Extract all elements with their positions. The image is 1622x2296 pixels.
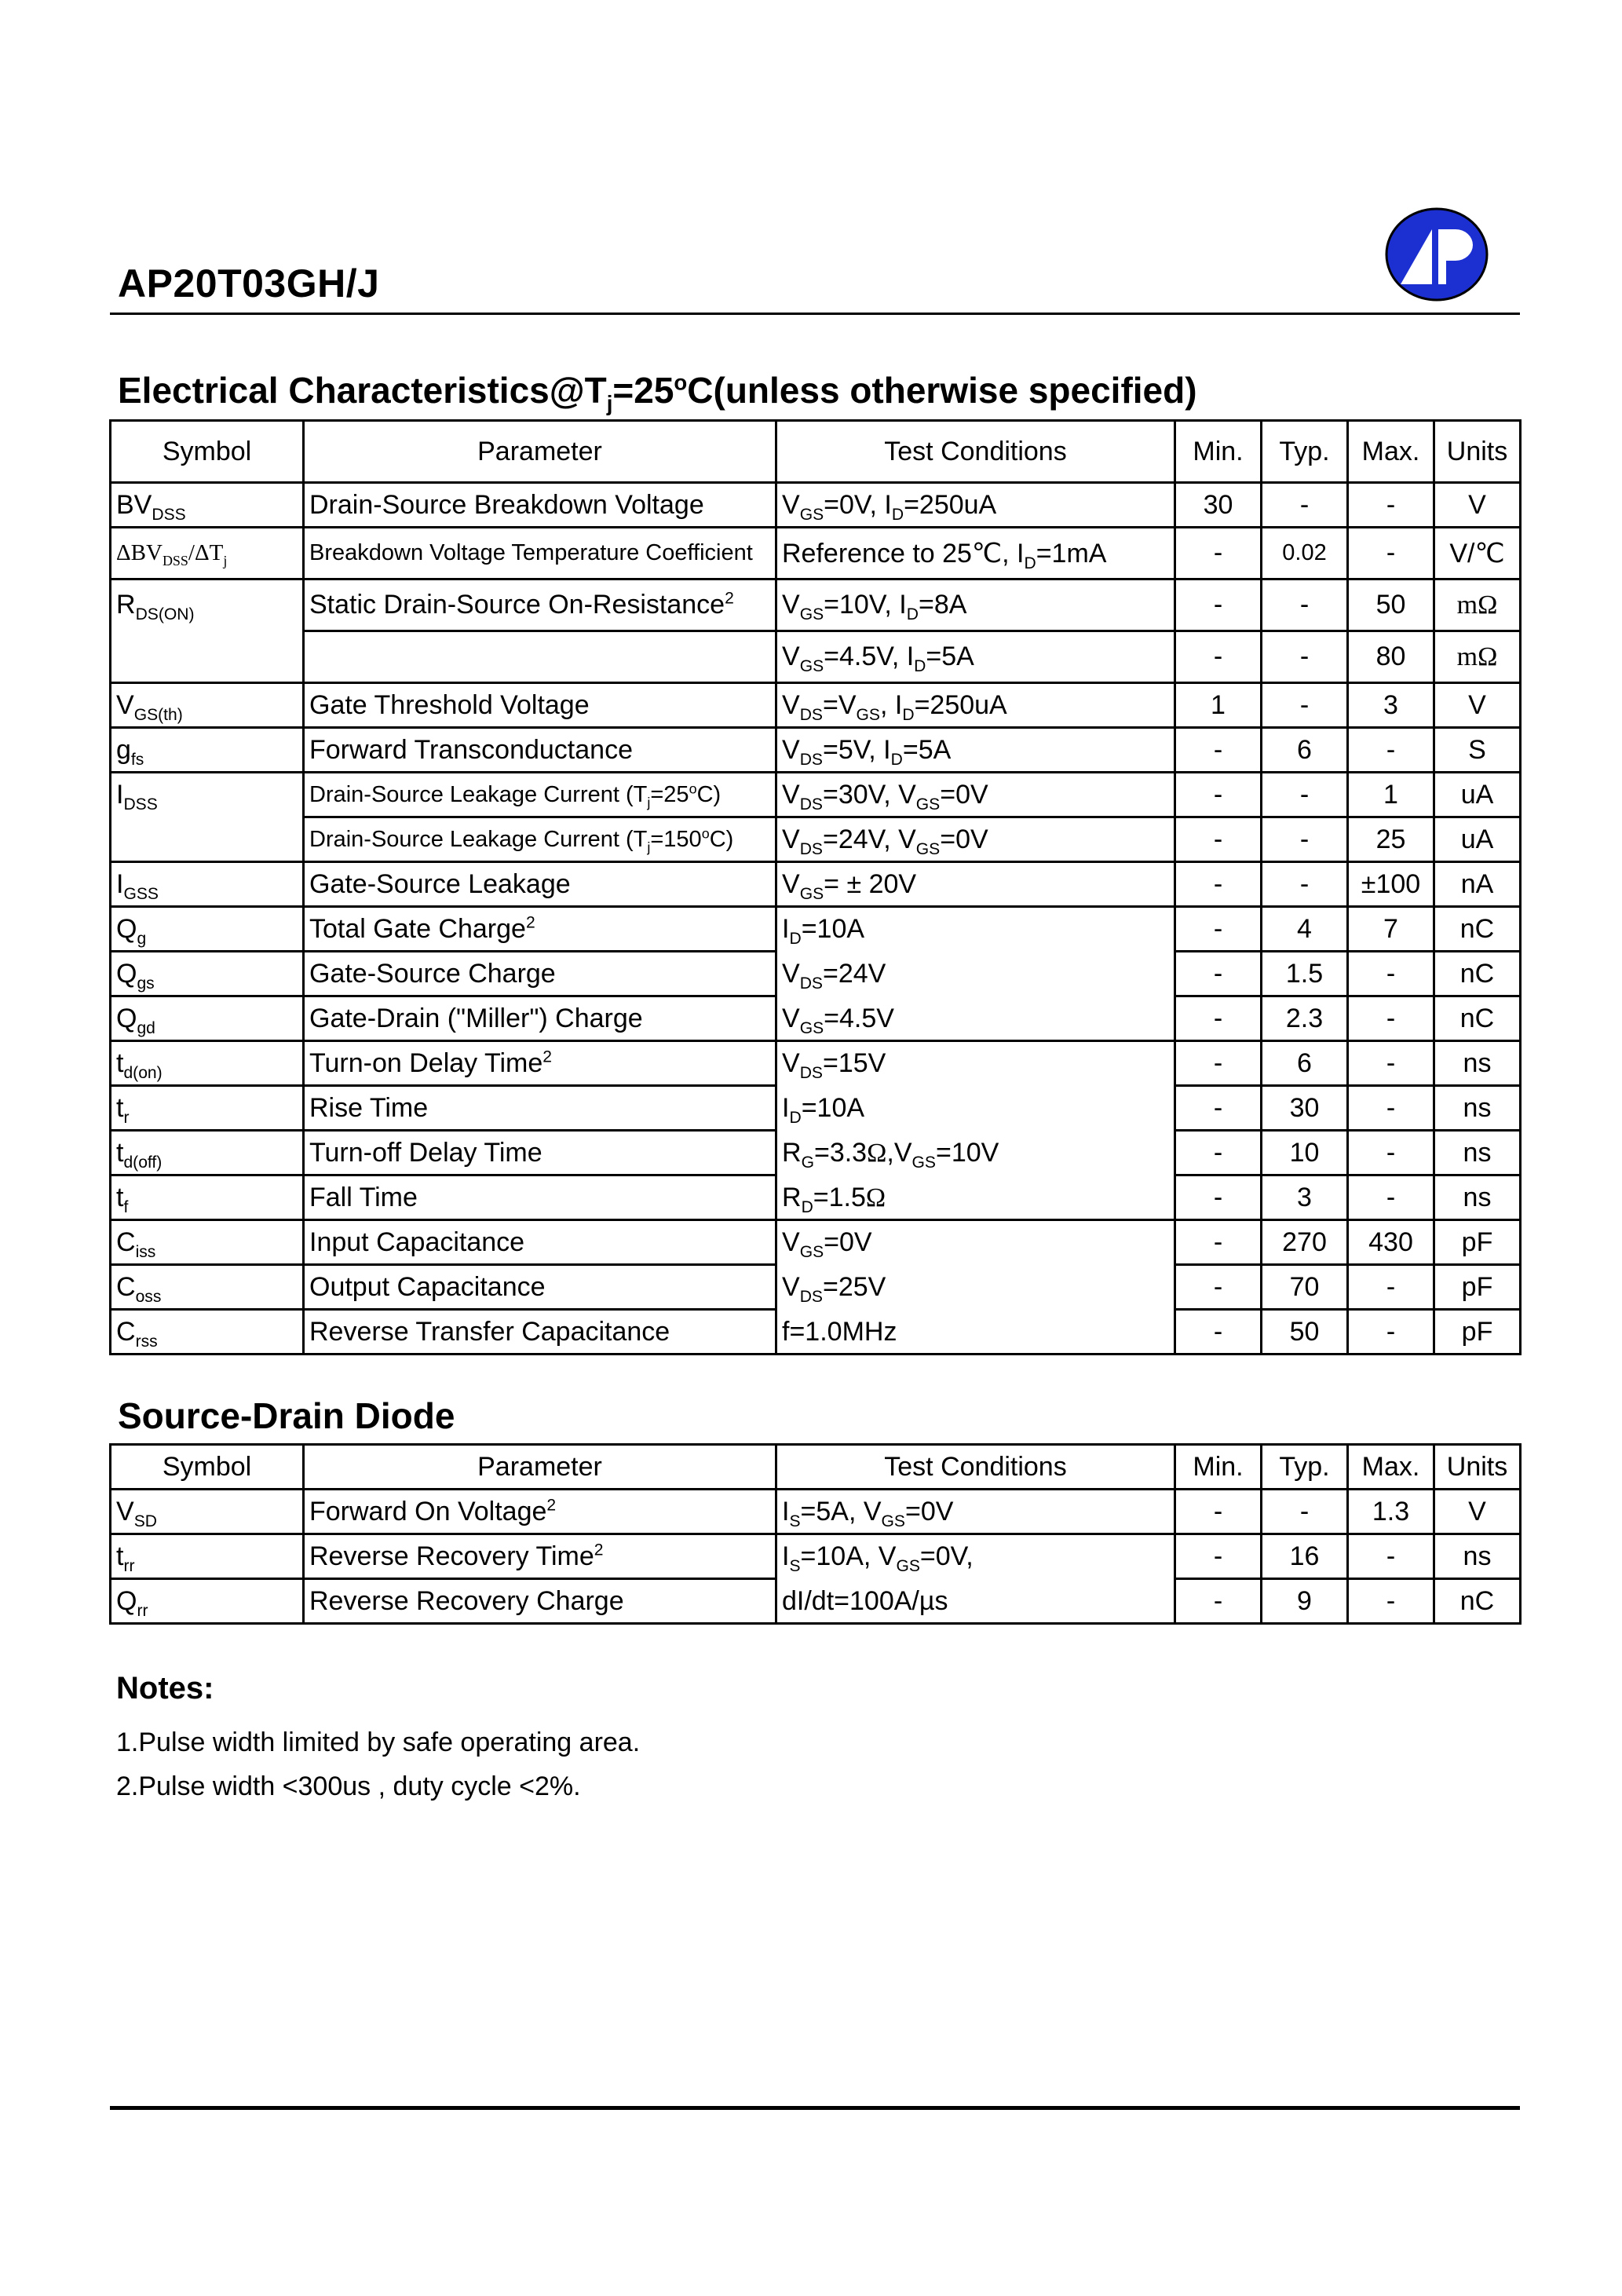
symbol-cell: $t_r$ bbox=[111, 1086, 304, 1131]
min-cell: 1 bbox=[1175, 683, 1262, 728]
condition-cell: f=1.0MHz bbox=[776, 1310, 1175, 1355]
typ-cell: 4 bbox=[1262, 907, 1348, 952]
units-cell: mΩ bbox=[1434, 579, 1521, 631]
symbol-cell: $R_{DS(ON)}$ bbox=[111, 579, 304, 631]
symbol-cell: $Q_g$ bbox=[111, 907, 304, 952]
parameter-cell: Reverse Recovery Charge bbox=[304, 1579, 776, 1624]
max-cell: - bbox=[1348, 1131, 1434, 1175]
table-row bbox=[111, 996, 1521, 1041]
min-cell: - bbox=[1175, 528, 1262, 579]
company-logo bbox=[1383, 206, 1490, 303]
max-cell: 430 bbox=[1348, 1220, 1434, 1265]
min-cell: - bbox=[1175, 996, 1262, 1041]
max-cell: 80 bbox=[1348, 631, 1434, 683]
parameter-cell: Drain-Source Leakage Current $(T_j=150^oC)$ bbox=[304, 817, 776, 862]
parameter-cell: Gate Threshold Voltage bbox=[304, 683, 776, 728]
max-cell: - bbox=[1348, 1041, 1434, 1086]
symbol-cell: $g_{fs}$ bbox=[111, 728, 304, 773]
table-row bbox=[111, 728, 1521, 773]
typ-cell: 50 bbox=[1262, 1310, 1348, 1355]
symbol-cell: $V_{GS(th)}$ bbox=[111, 683, 304, 728]
units-cell: pF bbox=[1434, 1265, 1521, 1310]
parameter-cell: Fall Time bbox=[304, 1175, 776, 1220]
typ-cell: 30 bbox=[1262, 1086, 1348, 1131]
min-cell: - bbox=[1175, 1579, 1262, 1624]
min-cell: - bbox=[1175, 773, 1262, 817]
max-cell: - bbox=[1348, 483, 1434, 528]
table-row bbox=[111, 1579, 1521, 1624]
column-header: Typ. bbox=[1262, 1445, 1348, 1490]
symbol-cell: $Q_{gs}$ bbox=[111, 952, 304, 996]
units-cell: nA bbox=[1434, 862, 1521, 907]
parameter-cell: Static Drain-Source On-Resistance$^2$ bbox=[304, 579, 776, 631]
condition-cell: $V_{DS}=24V$, $V_{GS}=0V$ bbox=[776, 817, 1175, 862]
typ-cell: 70 bbox=[1262, 1265, 1348, 1310]
table-row bbox=[111, 1534, 1521, 1579]
parameter-cell bbox=[304, 631, 776, 683]
units-cell: mΩ bbox=[1434, 631, 1521, 683]
parameter-cell: Gate-Source Leakage bbox=[304, 862, 776, 907]
symbol-cell: $Q_{rr}$ bbox=[111, 1579, 304, 1624]
min-cell: - bbox=[1175, 952, 1262, 996]
condition-cell: $V_{DS}=25V$ bbox=[776, 1265, 1175, 1310]
min-cell: - bbox=[1175, 1041, 1262, 1086]
min-cell: 30 bbox=[1175, 483, 1262, 528]
condition-cell: $R_D=1.5\Omega$ bbox=[776, 1175, 1175, 1220]
column-header: Test Conditions bbox=[776, 1445, 1175, 1490]
typ-cell: 270 bbox=[1262, 1220, 1348, 1265]
min-cell: - bbox=[1175, 1131, 1262, 1175]
max-cell: 1.3 bbox=[1348, 1490, 1434, 1534]
symbol-cell: $I_{DSS}$ bbox=[111, 773, 304, 817]
condition-cell: $V_{GS}= \pm 20V$ bbox=[776, 862, 1175, 907]
table-row bbox=[111, 683, 1521, 728]
table-header-row bbox=[111, 421, 1521, 483]
units-cell: ns bbox=[1434, 1086, 1521, 1131]
condition-cell: $V_{DS}=5V$, $I_D=5A$ bbox=[776, 728, 1175, 773]
column-header: Min. bbox=[1175, 1445, 1262, 1490]
max-cell: 1 bbox=[1348, 773, 1434, 817]
max-cell: - bbox=[1348, 1175, 1434, 1220]
table-row bbox=[111, 1086, 1521, 1131]
units-cell: ns bbox=[1434, 1534, 1521, 1579]
column-header: Parameter bbox=[304, 1445, 776, 1490]
max-cell: ±100 bbox=[1348, 862, 1434, 907]
symbol-cell: $\Delta BV_{DSS}/\Delta T_j$ bbox=[111, 528, 304, 579]
min-cell: - bbox=[1175, 1220, 1262, 1265]
max-cell: - bbox=[1348, 1579, 1434, 1624]
parameter-cell: Input Capacitance bbox=[304, 1220, 776, 1265]
max-cell: 50 bbox=[1348, 579, 1434, 631]
source-drain-diode-title: Source-Drain Diode bbox=[118, 1395, 455, 1436]
table-row bbox=[111, 1265, 1521, 1310]
units-cell: nC bbox=[1434, 952, 1521, 996]
parameter-cell: Rise Time bbox=[304, 1086, 776, 1131]
typ-cell: - bbox=[1262, 683, 1348, 728]
typ-cell: - bbox=[1262, 483, 1348, 528]
min-cell: - bbox=[1175, 907, 1262, 952]
condition-cell: $I_S=10A$, $V_{GS}=0V$, bbox=[776, 1534, 1175, 1579]
units-cell: V bbox=[1434, 683, 1521, 728]
column-header: Symbol bbox=[111, 421, 304, 483]
parameter-cell: Forward Transconductance bbox=[304, 728, 776, 773]
symbol-cell: $BV_{DSS}$ bbox=[111, 483, 304, 528]
condition-cell: $I_D=10A$ bbox=[776, 907, 1175, 952]
parameter-cell: Reverse Transfer Capacitance bbox=[304, 1310, 776, 1355]
condition-cell: $I_D=10A$ bbox=[776, 1086, 1175, 1131]
symbol-cell: $t_{d(off)}$ bbox=[111, 1131, 304, 1175]
max-cell: - bbox=[1348, 1310, 1434, 1355]
symbol-cell bbox=[111, 631, 304, 683]
table-row bbox=[111, 579, 1521, 631]
table-row bbox=[111, 528, 1521, 579]
min-cell: - bbox=[1175, 631, 1262, 683]
parameter-cell: Reverse Recovery Time$^2$ bbox=[304, 1534, 776, 1579]
max-cell: 3 bbox=[1348, 683, 1434, 728]
min-cell: - bbox=[1175, 1310, 1262, 1355]
column-header: Units bbox=[1434, 421, 1521, 483]
min-cell: - bbox=[1175, 1086, 1262, 1131]
typ-cell: - bbox=[1262, 817, 1348, 862]
notes-title: Notes: bbox=[116, 1671, 214, 1706]
typ-cell: - bbox=[1262, 1490, 1348, 1534]
electrical-characteristics-title: Electrical $Characteristics@T_j=25^oC(unless$ otherwise specified) bbox=[118, 370, 1197, 416]
units-cell: S bbox=[1434, 728, 1521, 773]
typ-cell: 1.5 bbox=[1262, 952, 1348, 996]
condition-cell: $V_{GS}=4.5V$ bbox=[776, 996, 1175, 1041]
max-cell: - bbox=[1348, 952, 1434, 996]
condition-cell: $V_{DS}=V_{GS}$, $I_D=250uA$ bbox=[776, 683, 1175, 728]
units-cell: pF bbox=[1434, 1310, 1521, 1355]
table-row bbox=[111, 1490, 1521, 1534]
table-row bbox=[111, 631, 1521, 683]
parameter-cell: Gate-Drain ("Miller") Charge bbox=[304, 996, 776, 1041]
table-row bbox=[111, 1310, 1521, 1355]
min-cell: - bbox=[1175, 862, 1262, 907]
units-cell: V/℃ bbox=[1434, 528, 1521, 579]
column-header: Typ. bbox=[1262, 421, 1348, 483]
max-cell: - bbox=[1348, 728, 1434, 773]
header-rule bbox=[110, 313, 1520, 315]
part-number-title: AP20T03GH/J bbox=[118, 261, 380, 305]
units-cell: ns bbox=[1434, 1041, 1521, 1086]
table-row bbox=[111, 773, 1521, 817]
typ-cell: 10 bbox=[1262, 1131, 1348, 1175]
units-cell: uA bbox=[1434, 773, 1521, 817]
parameter-cell: Drain-Source Breakdown Voltage bbox=[304, 483, 776, 528]
parameter-cell: Gate-Source Charge bbox=[304, 952, 776, 996]
table-row bbox=[111, 1131, 1521, 1175]
units-cell: V bbox=[1434, 1490, 1521, 1534]
footer-rule bbox=[110, 2106, 1520, 2110]
column-header: Symbol bbox=[111, 1445, 304, 1490]
symbol-cell: $C_{iss}$ bbox=[111, 1220, 304, 1265]
symbol-cell: $C_{oss}$ bbox=[111, 1265, 304, 1310]
max-cell: 25 bbox=[1348, 817, 1434, 862]
max-cell: - bbox=[1348, 528, 1434, 579]
table-header-row bbox=[111, 1445, 1521, 1490]
typ-cell: 9 bbox=[1262, 1579, 1348, 1624]
condition-cell: $V_{DS}=24V$ bbox=[776, 952, 1175, 996]
table-row bbox=[111, 817, 1521, 862]
typ-cell: 16 bbox=[1262, 1534, 1348, 1579]
typ-cell: - bbox=[1262, 631, 1348, 683]
column-header: Parameter bbox=[304, 421, 776, 483]
units-cell: ns bbox=[1434, 1175, 1521, 1220]
min-cell: - bbox=[1175, 728, 1262, 773]
table-row bbox=[111, 1220, 1521, 1265]
condition-cell: $I_S=5A$, $V_{GS}=0V$ bbox=[776, 1490, 1175, 1534]
typ-cell: 0.02 bbox=[1262, 528, 1348, 579]
condition-cell: dI/dt=100A/µs bbox=[776, 1579, 1175, 1624]
condition-cell: $V_{GS}=0V$, $I_D=250uA$ bbox=[776, 483, 1175, 528]
max-cell: - bbox=[1348, 1086, 1434, 1131]
min-cell: - bbox=[1175, 1534, 1262, 1579]
note-item: 2.Pulse width <300us , duty cycle <2%. bbox=[116, 1771, 581, 1801]
min-cell: - bbox=[1175, 1265, 1262, 1310]
parameter-cell: Forward On Voltage$^2$ bbox=[304, 1490, 776, 1534]
electrical-characteristics-table bbox=[109, 419, 1522, 1355]
symbol-cell bbox=[111, 817, 304, 862]
parameter-cell: Breakdown Voltage Temperature Coefficient bbox=[304, 528, 776, 579]
table-row bbox=[111, 952, 1521, 996]
table-row bbox=[111, 483, 1521, 528]
symbol-cell: $V_{SD}$ bbox=[111, 1490, 304, 1534]
note-item: 1.Pulse width limited by safe operating area. bbox=[116, 1727, 641, 1757]
parameter-cell: Output Capacitance bbox=[304, 1265, 776, 1310]
typ-cell: - bbox=[1262, 773, 1348, 817]
symbol-cell: $I_{GSS}$ bbox=[111, 862, 304, 907]
units-cell: pF bbox=[1434, 1220, 1521, 1265]
typ-cell: 2.3 bbox=[1262, 996, 1348, 1041]
units-cell: ns bbox=[1434, 1131, 1521, 1175]
condition-cell: $V_{GS}=10V$, $I_D=8A$ bbox=[776, 579, 1175, 631]
symbol-cell: $Q_{gd}$ bbox=[111, 996, 304, 1041]
min-cell: - bbox=[1175, 579, 1262, 631]
condition-cell: $V_{DS}=30V$, $V_{GS}=0V$ bbox=[776, 773, 1175, 817]
column-header: Units bbox=[1434, 1445, 1521, 1490]
max-cell: 7 bbox=[1348, 907, 1434, 952]
units-cell: nC bbox=[1434, 1579, 1521, 1624]
table-row bbox=[111, 862, 1521, 907]
table-row bbox=[111, 907, 1521, 952]
condition-cell: $R_G=3.3\Omega,V_{GS}=10V$ bbox=[776, 1131, 1175, 1175]
typ-cell: - bbox=[1262, 579, 1348, 631]
max-cell: - bbox=[1348, 996, 1434, 1041]
max-cell: - bbox=[1348, 1534, 1434, 1579]
column-header: Test Conditions bbox=[776, 421, 1175, 483]
min-cell: - bbox=[1175, 1175, 1262, 1220]
units-cell: V bbox=[1434, 483, 1521, 528]
column-header: Min. bbox=[1175, 421, 1262, 483]
table-row bbox=[111, 1175, 1521, 1220]
parameter-cell: Turn-on Delay Time$^2$ bbox=[304, 1041, 776, 1086]
symbol-cell: $C_{rss}$ bbox=[111, 1310, 304, 1355]
parameter-cell: Turn-off Delay Time bbox=[304, 1131, 776, 1175]
symbol-cell: $t_{d(on)}$ bbox=[111, 1041, 304, 1086]
condition-cell: $V_{DS}=15V$ bbox=[776, 1041, 1175, 1086]
typ-cell: 6 bbox=[1262, 728, 1348, 773]
symbol-cell: $t_f$ bbox=[111, 1175, 304, 1220]
min-cell: - bbox=[1175, 817, 1262, 862]
units-cell: nC bbox=[1434, 996, 1521, 1041]
parameter-cell: Total Gate Charge$^2$ bbox=[304, 907, 776, 952]
min-cell: - bbox=[1175, 1490, 1262, 1534]
condition-cell: Reference to 25℃, $I_D=1mA$ bbox=[776, 528, 1175, 579]
typ-cell: - bbox=[1262, 862, 1348, 907]
condition-cell: $V_{GS}=4.5V$, $I_D=5A$ bbox=[776, 631, 1175, 683]
column-header: Max. bbox=[1348, 1445, 1434, 1490]
table-row bbox=[111, 1041, 1521, 1086]
units-cell: nC bbox=[1434, 907, 1521, 952]
units-cell: uA bbox=[1434, 817, 1521, 862]
max-cell: - bbox=[1348, 1265, 1434, 1310]
condition-cell: $V_{GS}=0V$ bbox=[776, 1220, 1175, 1265]
symbol-cell: $t_{rr}$ bbox=[111, 1534, 304, 1579]
source-drain-diode-table bbox=[109, 1443, 1522, 1625]
typ-cell: 3 bbox=[1262, 1175, 1348, 1220]
column-header: Max. bbox=[1348, 421, 1434, 483]
parameter-cell: Drain-Source Leakage Current $(T_j=25^oC)$ bbox=[304, 773, 776, 817]
typ-cell: 6 bbox=[1262, 1041, 1348, 1086]
